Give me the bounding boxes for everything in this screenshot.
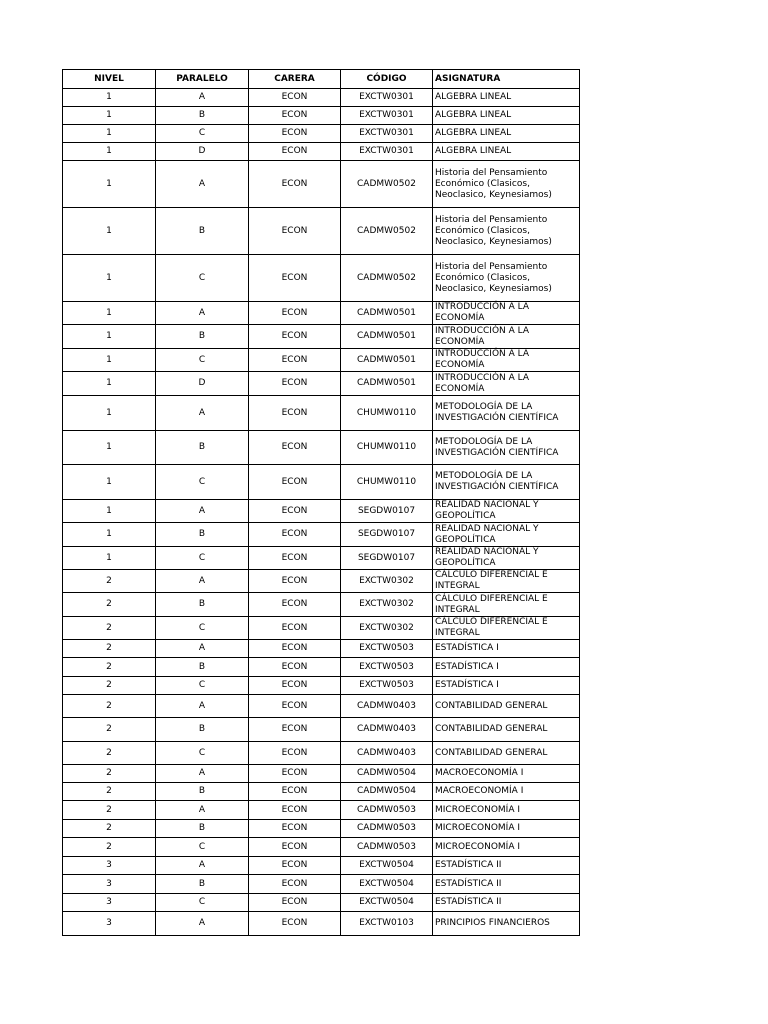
cell-codigo: CADMW0504: [341, 765, 433, 783]
cell-codigo: EXCTW0503: [341, 677, 433, 695]
cell-asignatura: INTRODUCCIÓN A LA ECONOMÍA: [433, 302, 580, 325]
cell-asignatura: ESTADÍSTICA II: [433, 875, 580, 894]
cell-carera: ECON: [249, 820, 341, 838]
cell-carera: ECON: [249, 523, 341, 547]
cell-asignatura: Historia del Pensamiento Económico (Clasicos, Neoclasico, Keynesiamos): [433, 161, 580, 208]
cell-paralelo: A: [156, 912, 249, 936]
cell-carera: ECON: [249, 718, 341, 742]
table-row: [63, 617, 580, 640]
cell-codigo: EXCTW0302: [341, 593, 433, 617]
cell-carera: ECON: [249, 640, 341, 658]
cell-carera: ECON: [249, 857, 341, 875]
table-row: [63, 640, 580, 658]
cell-carera: ECON: [249, 912, 341, 936]
cell-asignatura: ESTADÍSTICA I: [433, 658, 580, 677]
cell-paralelo: C: [156, 677, 249, 695]
cell-nivel: 1: [63, 547, 156, 570]
cell-nivel: 1: [63, 107, 156, 125]
cell-carera: ECON: [249, 89, 341, 107]
table-row: [63, 547, 580, 570]
cell-codigo: EXCTW0302: [341, 617, 433, 640]
cell-codigo: EXCTW0301: [341, 107, 433, 125]
cell-carera: ECON: [249, 838, 341, 857]
cell-codigo: CADMW0501: [341, 325, 433, 349]
cell-asignatura: CONTABILIDAD GENERAL: [433, 718, 580, 742]
cell-nivel: 2: [63, 593, 156, 617]
header-asignatura: ASIGNATURA: [433, 70, 580, 89]
cell-codigo: CADMW0403: [341, 695, 433, 718]
cell-nivel: 2: [63, 765, 156, 783]
cell-asignatura: ALGEBRA LINEAL: [433, 107, 580, 125]
cell-nivel: 2: [63, 742, 156, 765]
cell-nivel: 2: [63, 838, 156, 857]
cell-asignatura: CONTABILIDAD GENERAL: [433, 742, 580, 765]
table-row: [63, 718, 580, 742]
cell-codigo: EXCTW0503: [341, 658, 433, 677]
cell-codigo: CADMW0501: [341, 349, 433, 372]
cell-nivel: 1: [63, 208, 156, 255]
cell-nivel: 2: [63, 783, 156, 801]
cell-paralelo: A: [156, 695, 249, 718]
cell-asignatura: REALIDAD NACIONAL Y GEOPOLÍTICA: [433, 523, 580, 547]
cell-nivel: 2: [63, 695, 156, 718]
cell-paralelo: C: [156, 547, 249, 570]
table-row: [63, 658, 580, 677]
cell-paralelo: B: [156, 783, 249, 801]
cell-nivel: 1: [63, 89, 156, 107]
cell-codigo: CADMW0504: [341, 783, 433, 801]
table-row: [63, 302, 580, 325]
table-row: [63, 208, 580, 255]
cell-asignatura: ESTADÍSTICA II: [433, 894, 580, 912]
cell-codigo: EXCTW0504: [341, 857, 433, 875]
cell-carera: ECON: [249, 431, 341, 465]
cell-codigo: CHUMW0110: [341, 465, 433, 500]
cell-codigo: EXCTW0503: [341, 640, 433, 658]
cell-carera: ECON: [249, 658, 341, 677]
cell-paralelo: B: [156, 593, 249, 617]
cell-nivel: 1: [63, 431, 156, 465]
cell-nivel: 1: [63, 325, 156, 349]
cell-asignatura: REALIDAD NACIONAL Y GEOPOLÍTICA: [433, 500, 580, 523]
cell-asignatura: CONTABILIDAD GENERAL: [433, 695, 580, 718]
cell-paralelo: C: [156, 742, 249, 765]
cell-paralelo: C: [156, 465, 249, 500]
course-table: [62, 69, 580, 936]
table-row: [63, 500, 580, 523]
cell-asignatura: INTRODUCCIÓN A LA ECONOMÍA: [433, 349, 580, 372]
table-row: [63, 523, 580, 547]
table-row: [63, 372, 580, 396]
table-row: [63, 161, 580, 208]
cell-nivel: 3: [63, 912, 156, 936]
cell-codigo: CADMW0502: [341, 255, 433, 302]
cell-paralelo: A: [156, 765, 249, 783]
cell-codigo: CADMW0503: [341, 820, 433, 838]
cell-codigo: CADMW0403: [341, 742, 433, 765]
table-row: [63, 570, 580, 593]
cell-nivel: 1: [63, 255, 156, 302]
cell-asignatura: ALGEBRA LINEAL: [433, 143, 580, 161]
cell-paralelo: B: [156, 208, 249, 255]
cell-paralelo: B: [156, 875, 249, 894]
cell-nivel: 1: [63, 161, 156, 208]
cell-carera: ECON: [249, 500, 341, 523]
cell-asignatura: INTRODUCCIÓN A LA ECONOMÍA: [433, 325, 580, 349]
cell-carera: ECON: [249, 593, 341, 617]
table-row: [63, 593, 580, 617]
cell-paralelo: A: [156, 857, 249, 875]
cell-carera: ECON: [249, 208, 341, 255]
cell-nivel: 2: [63, 570, 156, 593]
cell-asignatura: Historia del Pensamiento Económico (Clasicos, Neoclasico, Keynesiamos): [433, 255, 580, 302]
cell-paralelo: B: [156, 718, 249, 742]
header-nivel: NIVEL: [63, 70, 156, 89]
cell-asignatura: MICROECONOMÍA I: [433, 820, 580, 838]
cell-nivel: 2: [63, 801, 156, 820]
cell-asignatura: INTRODUCCIÓN A LA ECONOMÍA: [433, 372, 580, 396]
cell-codigo: SEGDW0107: [341, 523, 433, 547]
cell-nivel: 2: [63, 820, 156, 838]
cell-codigo: EXCTW0301: [341, 89, 433, 107]
cell-asignatura: ALGEBRA LINEAL: [433, 89, 580, 107]
cell-carera: ECON: [249, 107, 341, 125]
cell-paralelo: A: [156, 801, 249, 820]
table-row: [63, 801, 580, 820]
cell-carera: ECON: [249, 465, 341, 500]
cell-carera: ECON: [249, 875, 341, 894]
cell-asignatura: ESTADÍSTICA I: [433, 677, 580, 695]
cell-paralelo: C: [156, 617, 249, 640]
cell-carera: ECON: [249, 547, 341, 570]
cell-codigo: CADMW0503: [341, 801, 433, 820]
cell-codigo: CADMW0502: [341, 161, 433, 208]
cell-carera: ECON: [249, 801, 341, 820]
table-row: [63, 325, 580, 349]
table-row: [63, 349, 580, 372]
cell-asignatura: CÁLCULO DIFERENCIAL E INTEGRAL: [433, 617, 580, 640]
cell-carera: ECON: [249, 695, 341, 718]
cell-nivel: 2: [63, 718, 156, 742]
table-row: [63, 875, 580, 894]
cell-paralelo: A: [156, 640, 249, 658]
table-row: [63, 783, 580, 801]
cell-carera: ECON: [249, 396, 341, 431]
header-paralelo: PARALELO: [156, 70, 249, 89]
cell-codigo: CADMW0501: [341, 372, 433, 396]
cell-asignatura: CÁLCULO DIFERENCIAL E INTEGRAL: [433, 593, 580, 617]
cell-paralelo: C: [156, 349, 249, 372]
cell-carera: ECON: [249, 302, 341, 325]
cell-asignatura: METODOLOGÍA DE LA INVESTIGACIÓN CIENTÍFICA: [433, 465, 580, 500]
cell-paralelo: C: [156, 894, 249, 912]
cell-carera: ECON: [249, 783, 341, 801]
cell-codigo: CADMW0503: [341, 838, 433, 857]
cell-codigo: CADMW0501: [341, 302, 433, 325]
cell-nivel: 1: [63, 302, 156, 325]
cell-nivel: 2: [63, 658, 156, 677]
header-codigo: CÓDIGO: [341, 70, 433, 89]
cell-nivel: 1: [63, 125, 156, 143]
cell-carera: ECON: [249, 349, 341, 372]
cell-asignatura: MICROECONOMÍA I: [433, 801, 580, 820]
cell-paralelo: C: [156, 838, 249, 857]
cell-asignatura: METODOLOGÍA DE LA INVESTIGACIÓN CIENTÍFICA: [433, 431, 580, 465]
cell-nivel: 3: [63, 894, 156, 912]
table-row: [63, 396, 580, 431]
cell-codigo: CHUMW0110: [341, 431, 433, 465]
cell-carera: ECON: [249, 617, 341, 640]
cell-carera: ECON: [249, 742, 341, 765]
cell-codigo: EXCTW0504: [341, 894, 433, 912]
cell-nivel: 1: [63, 396, 156, 431]
cell-paralelo: A: [156, 500, 249, 523]
cell-nivel: 2: [63, 617, 156, 640]
cell-asignatura: ALGEBRA LINEAL: [433, 125, 580, 143]
cell-nivel: 2: [63, 677, 156, 695]
table-row: [63, 125, 580, 143]
cell-codigo: EXCTW0302: [341, 570, 433, 593]
cell-asignatura: METODOLOGÍA DE LA INVESTIGACIÓN CIENTÍFICA: [433, 396, 580, 431]
cell-carera: ECON: [249, 255, 341, 302]
cell-nivel: 2: [63, 640, 156, 658]
cell-asignatura: MICROECONOMÍA I: [433, 838, 580, 857]
cell-carera: ECON: [249, 143, 341, 161]
cell-carera: ECON: [249, 325, 341, 349]
cell-carera: ECON: [249, 161, 341, 208]
cell-asignatura: REALIDAD NACIONAL Y GEOPOLÍTICA: [433, 547, 580, 570]
table-row: [63, 465, 580, 500]
table-row: [63, 431, 580, 465]
cell-nivel: 1: [63, 349, 156, 372]
cell-nivel: 1: [63, 500, 156, 523]
cell-codigo: CADMW0403: [341, 718, 433, 742]
cell-nivel: 3: [63, 857, 156, 875]
cell-carera: ECON: [249, 765, 341, 783]
cell-paralelo: B: [156, 107, 249, 125]
cell-asignatura: ESTADÍSTICA II: [433, 857, 580, 875]
cell-carera: ECON: [249, 570, 341, 593]
cell-paralelo: A: [156, 161, 249, 208]
cell-paralelo: D: [156, 143, 249, 161]
cell-paralelo: B: [156, 325, 249, 349]
cell-codigo: SEGDW0107: [341, 547, 433, 570]
cell-paralelo: D: [156, 372, 249, 396]
header-carera: CARERA: [249, 70, 341, 89]
table-row: [63, 894, 580, 912]
cell-nivel: 1: [63, 465, 156, 500]
cell-paralelo: A: [156, 570, 249, 593]
table-body: [63, 89, 580, 936]
cell-paralelo: C: [156, 125, 249, 143]
cell-codigo: EXCTW0103: [341, 912, 433, 936]
cell-asignatura: ESTADÍSTICA I: [433, 640, 580, 658]
cell-asignatura: Historia del Pensamiento Económico (Clasicos, Neoclasico, Keynesiamos): [433, 208, 580, 255]
table-row: [63, 912, 580, 936]
table-row: [63, 255, 580, 302]
cell-asignatura: MACROECONOMÍA I: [433, 765, 580, 783]
cell-codigo: EXCTW0504: [341, 875, 433, 894]
cell-codigo: SEGDW0107: [341, 500, 433, 523]
cell-nivel: 3: [63, 875, 156, 894]
cell-nivel: 1: [63, 523, 156, 547]
table-row: [63, 695, 580, 718]
table-row: [63, 89, 580, 107]
table-row: [63, 677, 580, 695]
table-row: [63, 857, 580, 875]
cell-codigo: EXCTW0301: [341, 143, 433, 161]
cell-asignatura: MACROECONOMÍA I: [433, 783, 580, 801]
cell-nivel: 1: [63, 372, 156, 396]
header-row: [63, 70, 580, 89]
table-row: [63, 143, 580, 161]
cell-carera: ECON: [249, 677, 341, 695]
table-row: [63, 765, 580, 783]
cell-paralelo: A: [156, 89, 249, 107]
cell-carera: ECON: [249, 894, 341, 912]
cell-paralelo: A: [156, 302, 249, 325]
table-row: [63, 838, 580, 857]
cell-codigo: CHUMW0110: [341, 396, 433, 431]
cell-asignatura: CÁLCULO DIFERENCIAL E INTEGRAL: [433, 570, 580, 593]
cell-asignatura: PRINCIPIOS FINANCIEROS: [433, 912, 580, 936]
table-row: [63, 107, 580, 125]
cell-codigo: CADMW0502: [341, 208, 433, 255]
cell-paralelo: B: [156, 523, 249, 547]
cell-carera: ECON: [249, 372, 341, 396]
cell-paralelo: B: [156, 431, 249, 465]
cell-paralelo: C: [156, 255, 249, 302]
cell-carera: ECON: [249, 125, 341, 143]
cell-paralelo: B: [156, 658, 249, 677]
cell-paralelo: B: [156, 820, 249, 838]
table-row: [63, 820, 580, 838]
cell-codigo: EXCTW0301: [341, 125, 433, 143]
table-row: [63, 742, 580, 765]
cell-nivel: 1: [63, 143, 156, 161]
cell-paralelo: A: [156, 396, 249, 431]
